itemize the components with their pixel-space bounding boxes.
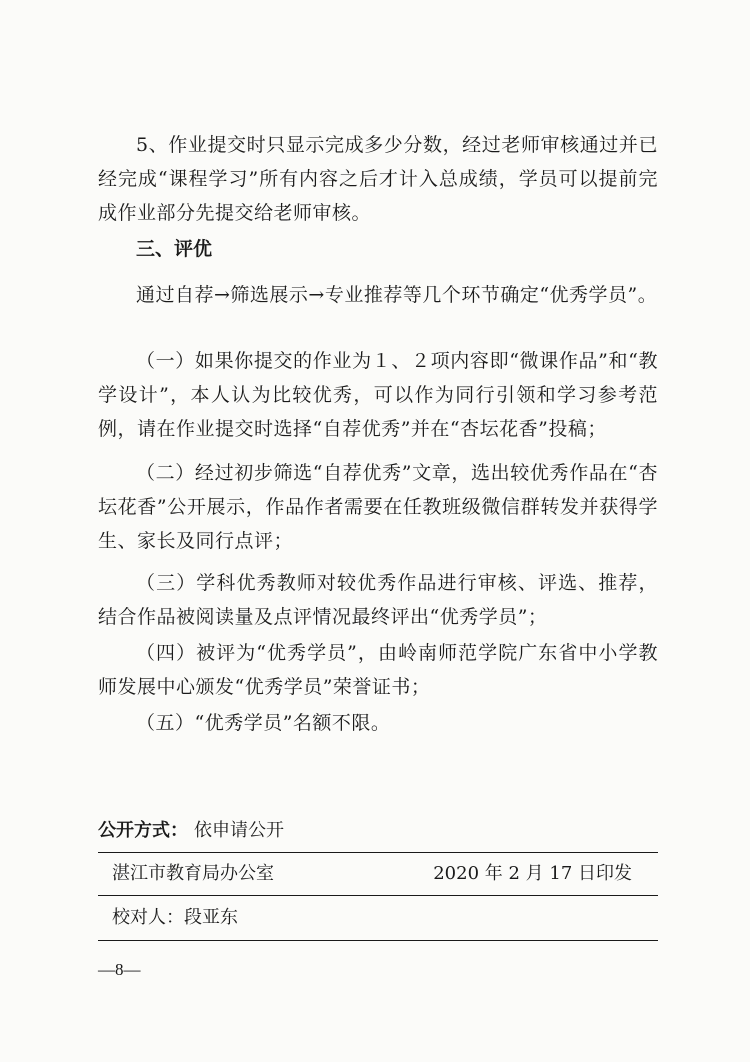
section-heading-evaluation: 三、评优: [136, 238, 213, 260]
disclosure-value: 依申请公开: [194, 820, 284, 841]
paragraph-sub-3: （三）学科优秀教师对较优秀作品进行审核、评选、推荐，结合作品被阅读量及点评情况最终评出“优秀学员”；: [98, 572, 658, 628]
disclosure-line: [98, 817, 284, 845]
paragraph-sub-2: （二）经过初步筛选“自荐优秀”文章，选出较优秀作品在“杏坛花香”公开展示，作品作者需要在任教班级微信群转发并获得学生、家长及同行点评；: [98, 462, 658, 552]
paragraph-sub-5: （五）“优秀学员”名额不限。: [136, 712, 391, 734]
paragraph-sub-1: （一）如果你提交的作业为１、２项内容即“微课作品”和“教学设计”，本人认为比较优秀，可以作为同行引领和学习参考范例，请在作业提交时选择“自荐优秀”并在“杏坛花香”投稿；: [98, 350, 658, 440]
divider-middle: [98, 895, 658, 896]
paragraph-sub-4: （四）被评为“优秀学员”，由岭南师范学院广东省中小学教师发展中心颁发“优秀学员”荣誉证书；: [98, 642, 658, 698]
issuer-row: [112, 860, 632, 888]
disclosure-label: 公开方式：: [98, 820, 188, 841]
divider-top: [98, 852, 658, 853]
paragraph-intro: 通过自荐→筛选展示→专业推荐等几个环节确定“优秀学员”。: [136, 284, 658, 306]
paragraph-item-5: 5、作业提交时只显示完成多少分数，经过老师审核通过并已经完成“课程学习”所有内容之后才计入总成绩，学员可以提前完成作业部分先提交给老师审核。: [98, 134, 658, 224]
issuer-name: 湛江市教育局办公室: [112, 863, 274, 884]
divider-bottom: [98, 940, 658, 941]
issue-date: 2020 年 2 月 17 日印发: [433, 863, 632, 884]
page-number: —8—: [98, 960, 141, 979]
proofreader-line: 校对人：段亚东: [112, 907, 238, 928]
